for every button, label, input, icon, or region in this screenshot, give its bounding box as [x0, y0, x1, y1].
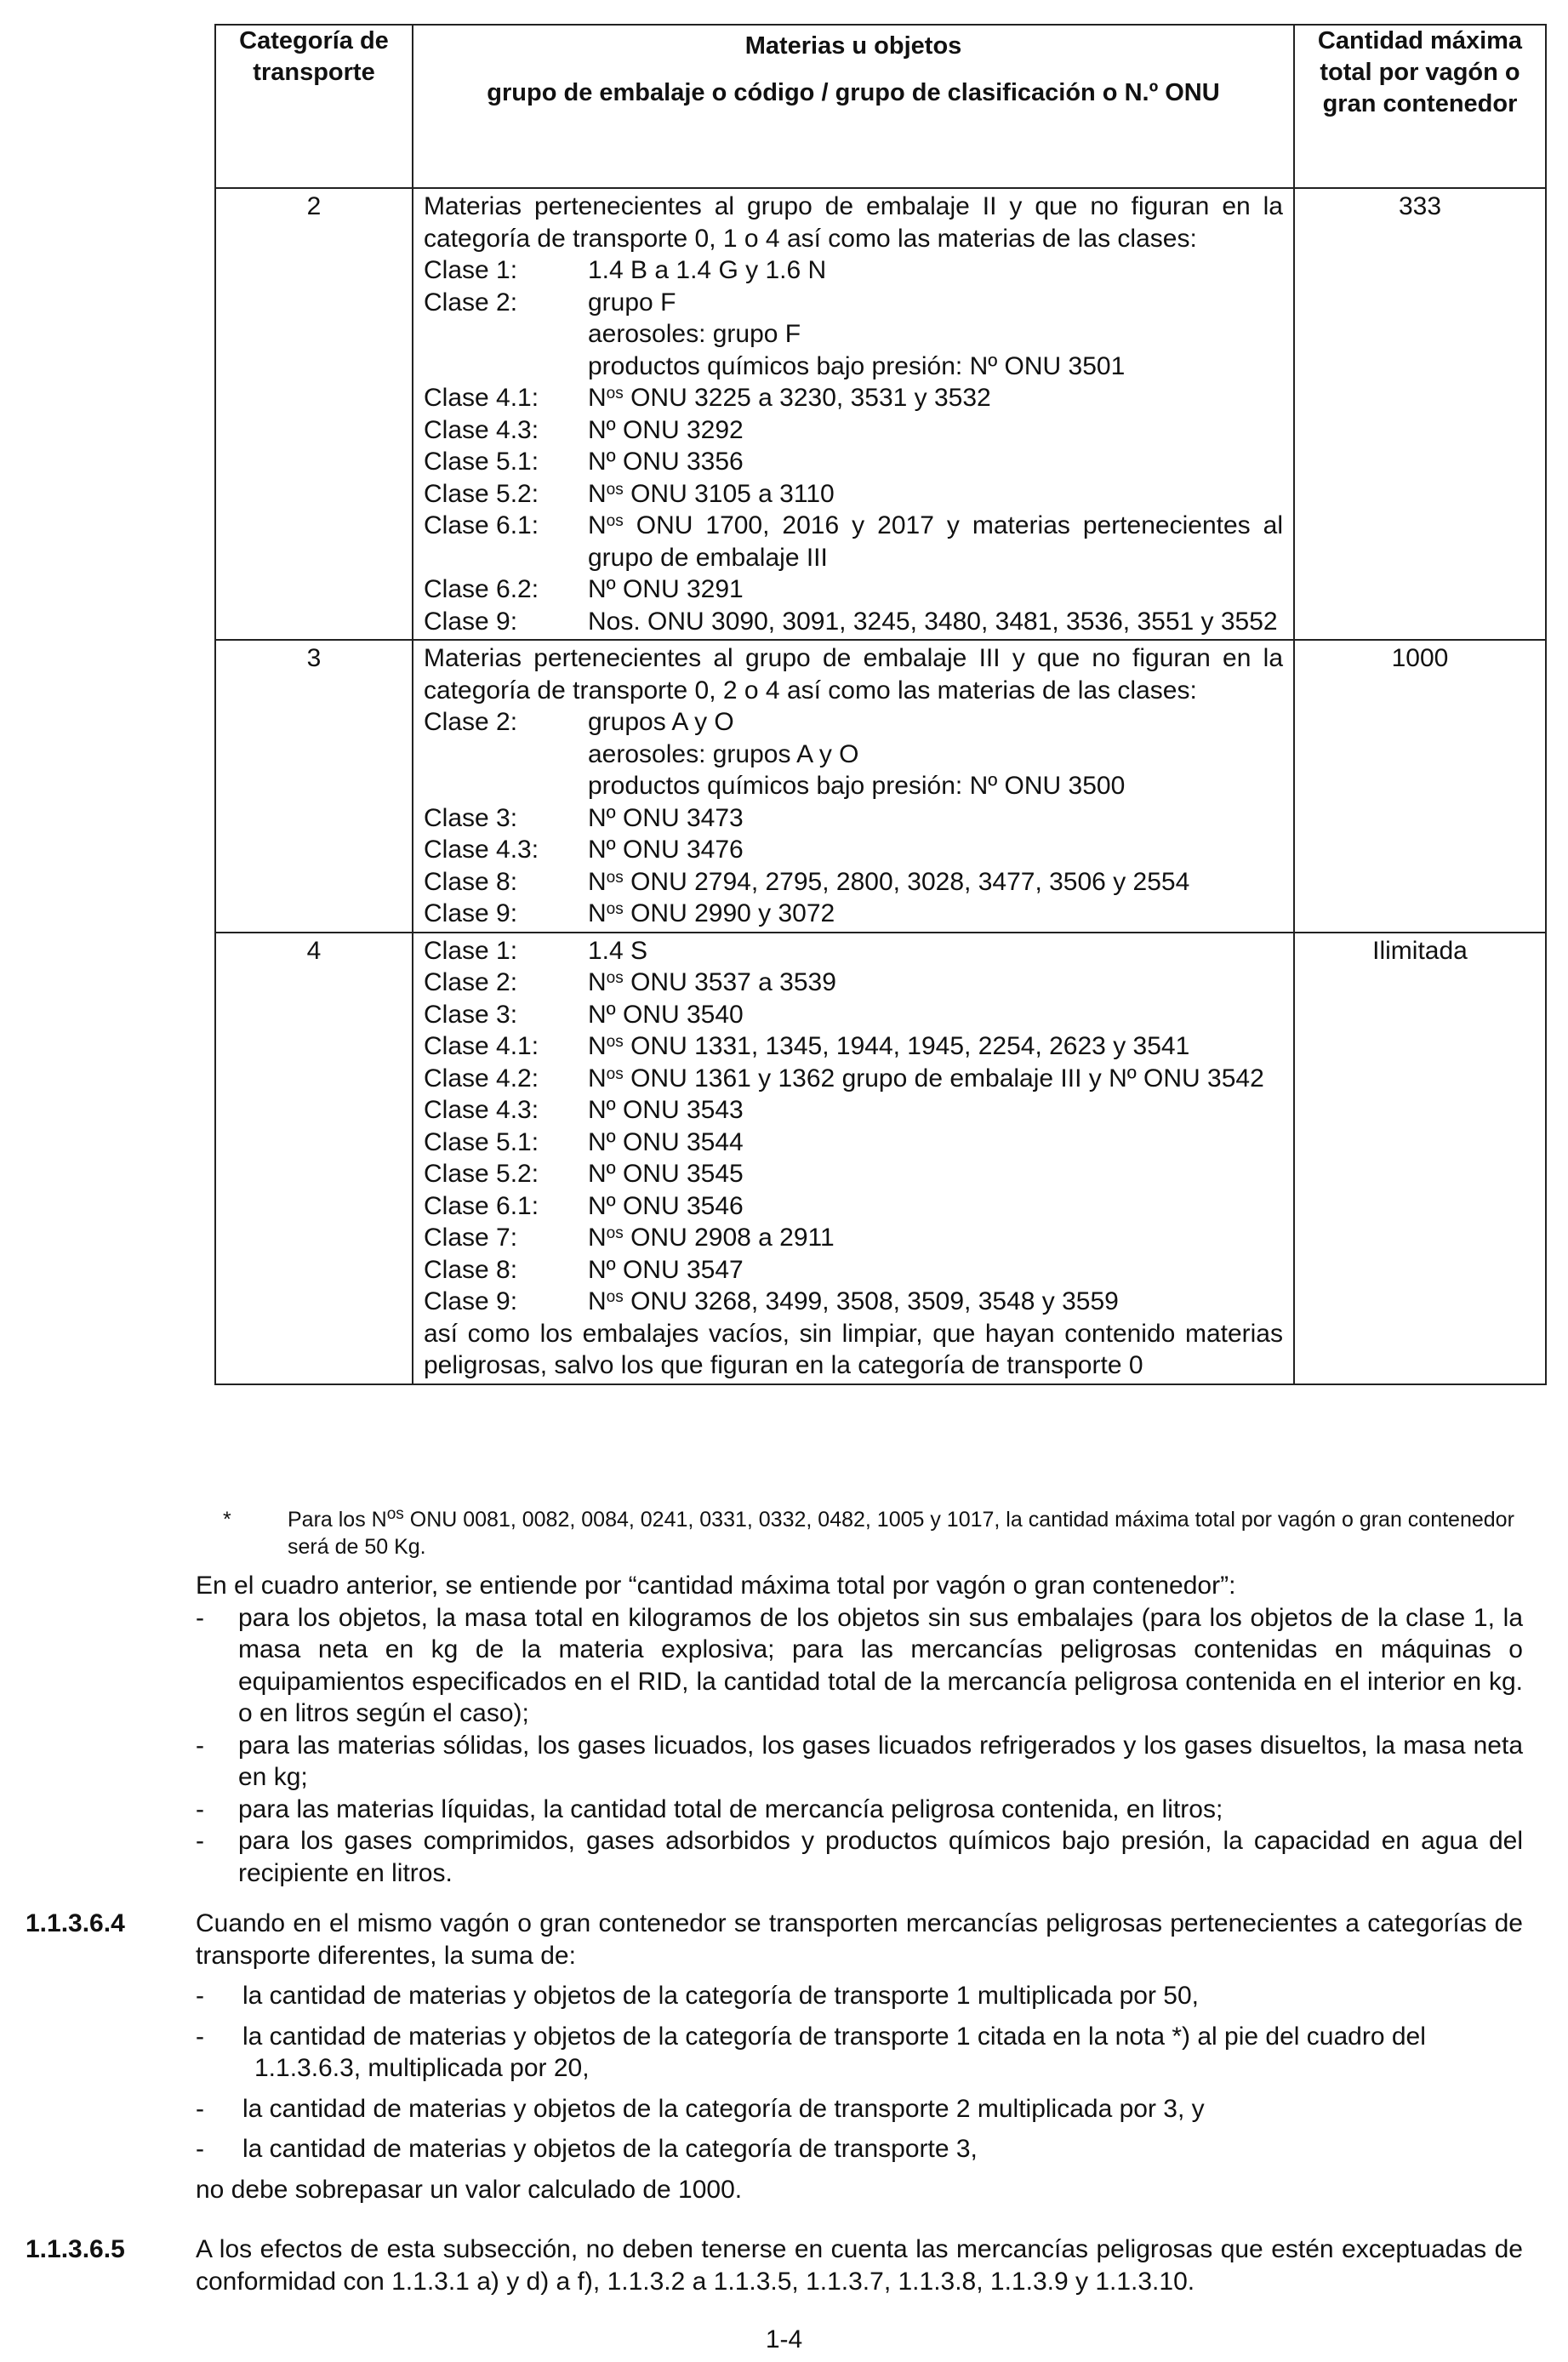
class-value: Nº ONU 3544 [588, 1127, 744, 1156]
class-label: Clase 3: [424, 803, 518, 832]
header-max-quantity: Cantidad máxima total por vagón o gran contenedor [1294, 25, 1546, 188]
class-label: Clase 2: [424, 708, 518, 736]
transport-category-table [214, 24, 1547, 1385]
class-entry [424, 802, 1283, 835]
class-value: Nos. ONU 3090, 3091, 3245, 3480, 3481, 3536, 3551 y 3552 [588, 607, 1278, 636]
section-intro: Cuando en el mismo vagón o gran contenedor se transporten mercancías peligrosas pertenecientes a categorías de transporte diferentes, la suma de: [196, 1909, 1523, 1970]
header-materials: Materias u objetos grupo de embalaje o código / grupo de clasificación o N.º ONU [413, 25, 1294, 188]
row-max-quantity: 1000 [1294, 640, 1546, 933]
definition-item: - para los gases comprimidos, gases adsorbidos y productos químicos bajo presión, la capacidad en agua del recipiente en litros. [196, 1825, 1523, 1889]
class-label: Clase 7: [424, 1224, 518, 1252]
footnote-text: Para los $N^{os}$ ONU 0081, 0082, 0084, 0241, 0331, 0332, 0482, 1005 y 1017, la cantidad máxima total por vagón o gran contenedor será de 50 Kg. [288, 1505, 1514, 1559]
class-label: Clase 6.2: [424, 575, 539, 603]
class-value: Nº ONU 3473 [588, 803, 744, 832]
class-label: Clase 4.3: [424, 1096, 539, 1124]
class-label [424, 351, 588, 383]
class-value: grupos A y O [588, 708, 734, 736]
class-value: $N^{os}$ ONU 3225 a 3230, 3531 y 3532 [588, 384, 991, 412]
row-materials [413, 188, 1294, 640]
class-value: Nº ONU 3545 [588, 1160, 744, 1188]
class-value: Nº ONU 3546 [588, 1191, 744, 1220]
class-entry [424, 1190, 1283, 1223]
class-label: Clase 9: [424, 899, 518, 927]
class-entry [424, 1286, 1283, 1318]
class-value: 1.4 B a 1.4 G y 1.6 N [588, 256, 827, 284]
row-outro: así como los embalajes vacíos, sin limpiar, que hayan contenido materias peligrosas, salvo los que figuran en la categoría de transporte 0 [424, 1319, 1283, 1379]
row-category: 4 [215, 933, 413, 1384]
class-entry [424, 1127, 1283, 1159]
class-entry [424, 254, 1283, 287]
class-entry [424, 414, 1283, 447]
class-value: Nº ONU 3356 [588, 448, 744, 476]
class-value: Nº ONU 3476 [588, 836, 744, 864]
class-label: Clase 8: [424, 867, 518, 896]
page-number: 1-4 [765, 2325, 803, 2353]
class-label: Clase 1: [424, 936, 518, 965]
class-entry [424, 1030, 1283, 1063]
class-entry [424, 478, 1283, 511]
class-entry [424, 898, 1283, 930]
class-value: Nº ONU 3543 [588, 1096, 744, 1124]
class-label: Clase 9: [424, 1287, 518, 1315]
class-label: Clase 6.1: [424, 511, 539, 539]
class-label: Clase 8: [424, 1255, 518, 1284]
row-materials [413, 933, 1294, 1384]
class-value: grupo F [588, 288, 676, 317]
class-entry [424, 834, 1283, 866]
section-number-1136-5: 1.1.3.6.5 [26, 2235, 125, 2263]
class-label [424, 739, 588, 771]
sum-item: - la cantidad de materias y objetos de la categoría de transporte 1 multiplicada por 50, [196, 1980, 1523, 2012]
sum-item: - la cantidad de materias y objetos de la categoría de transporte 2 multiplicada por 3, y [196, 2093, 1523, 2125]
class-label [424, 318, 588, 351]
class-value: Nº ONU 3291 [588, 575, 744, 603]
definition-item: - para los objetos, la masa total en kilogramos de los objetos sin sus embalajes (para los objetos de la clase 1, la masa neta en kg de la materia explosiva; para las mercancías peligrosas contenidas en máquinas o equipamientos especificados en el RID, la cantidad total de la mercancía peligrosa contenida en el interior en kg. o en litros según el caso); [196, 1602, 1523, 1730]
class-label: Clase 4.1: [424, 384, 539, 412]
class-value: $N^{os}$ ONU 1700, 2016 y 2017 y materias pertenecientes al grupo de embalaje III [588, 511, 1283, 572]
class-entry [424, 770, 1283, 802]
section-1136-5: A los efectos de esta subsección, no deben tenerse en cuenta las mercancías peligrosas que estén exceptuadas de conformidad con 1.1.3.1 a) y d) a f), 1.1.3.2 a 1.1.3.5, 1.1.3.7, 1.1.3.8, 1.1.3.9 y 1.1.3.10. [196, 2235, 1523, 2296]
section-closing: no debe sobrepasar un valor calculado de 1000. [196, 2175, 743, 2204]
row-category: 2 [215, 188, 413, 640]
class-entry [424, 351, 1283, 383]
class-entry [424, 382, 1283, 414]
class-value: $N^{os}$ ONU 2990 y 3072 [588, 899, 835, 927]
class-label: Clase 4.3: [424, 415, 539, 444]
class-value: $N^{os}$ ONU 2908 a 2911 [588, 1224, 835, 1252]
class-entry [424, 1222, 1283, 1254]
class-entry [424, 1158, 1283, 1190]
class-label: Clase 3: [424, 1000, 518, 1029]
class-entry [424, 510, 1283, 573]
class-entry [424, 706, 1283, 739]
class-value: Nº ONU 3292 [588, 415, 744, 444]
class-entry [424, 1254, 1283, 1287]
row-intro: Materias pertenecientes al grupo de embalaje III y que no figuran en la categoría de transporte 0, 2 o 4 así como las materias de las clases: [424, 644, 1283, 705]
class-value: $N^{os}$ ONU 1331, 1345, 1944, 1945, 2254, 2623 y 3541 [588, 1032, 1190, 1060]
table-row [215, 188, 1546, 640]
header-transport-category: Categoría de transporte [215, 25, 413, 188]
class-value: productos químicos bajo presión: Nº ONU 3501 [588, 351, 1126, 380]
class-label: Clase 4.3: [424, 836, 539, 864]
class-value: productos químicos bajo presión: Nº ONU 3500 [588, 772, 1126, 800]
class-label [424, 770, 588, 802]
row-intro: Materias pertenecientes al grupo de embalaje II y que no figuran en la categoría de transporte 0, 1 o 4 así como las materias de las clases: [424, 192, 1283, 253]
class-entry [424, 573, 1283, 606]
class-value: 1.4 S [588, 936, 648, 965]
row-max-quantity: 333 [1294, 188, 1546, 640]
class-value: Nº ONU 3547 [588, 1255, 744, 1284]
section-1136-4 [196, 1908, 1523, 2205]
table-row [215, 933, 1546, 1384]
definition-intro: En el cuadro anterior, se entiende por “cantidad máxima total por vagón o gran contenedor”: [196, 1572, 1236, 1600]
class-label: Clase 4.1: [424, 1032, 539, 1060]
class-label: Clase 1: [424, 256, 518, 284]
definition-item: - para las materias líquidas, la cantidad total de mercancía peligrosa contenida, en litros; [196, 1794, 1523, 1826]
class-label: Clase 2: [424, 288, 518, 317]
row-max-quantity: Ilimitada [1294, 933, 1546, 1384]
class-entry [424, 999, 1283, 1031]
class-entry [424, 866, 1283, 899]
class-value: $N^{os}$ ONU 1361 y 1362 grupo de embalaje III y Nº ONU 3542 [588, 1064, 1264, 1093]
class-value: $N^{os}$ ONU 2794, 2795, 2800, 3028, 3477, 3506 y 2554 [588, 867, 1190, 896]
class-value: $N^{os}$ ONU 3268, 3499, 3508, 3509, 3548 y 3559 [588, 1287, 1119, 1315]
class-label: Clase 9: [424, 607, 518, 636]
class-label: Clase 5.1: [424, 448, 539, 476]
class-entry [424, 287, 1283, 319]
class-entry [424, 1063, 1283, 1095]
class-entry [424, 606, 1283, 638]
table-footnote: * Para los $N^{os}$ ONU 0081, 0082, 0084, 0241, 0331, 0332, 0482, 1005 y 1017, la cantidad máxima total por vagón o gran contenedor será de 50 Kg. [223, 1506, 1523, 1560]
section-number-1136-4: 1.1.3.6.4 [26, 1909, 125, 1937]
class-value: aerosoles: grupo F [588, 320, 801, 348]
class-value: aerosoles: grupos A y O [588, 739, 859, 768]
definition-block [196, 1570, 1523, 1889]
class-label: Clase 2: [424, 968, 518, 996]
class-label: Clase 5.2: [424, 479, 539, 508]
class-entry [424, 935, 1283, 967]
class-entry [424, 967, 1283, 999]
sum-item: - la cantidad de materias y objetos de la categoría de transporte 3, [196, 2133, 1523, 2165]
class-value: Nº ONU 3540 [588, 1000, 744, 1029]
class-label: Clase 5.2: [424, 1160, 539, 1188]
row-category: 3 [215, 640, 413, 933]
class-entry [424, 1094, 1283, 1127]
table-row [215, 640, 1546, 933]
class-label: Clase 4.2: [424, 1064, 539, 1093]
class-entry [424, 446, 1283, 478]
class-value: $N^{os}$ ONU 3537 a 3539 [588, 968, 836, 996]
row-materials [413, 640, 1294, 933]
class-entry [424, 739, 1283, 771]
sum-item: - la cantidad de materias y objetos de la categoría de transporte 1 citada en la nota *) al pie del cuadro del 1.1.3.6.3, multiplicada por 20, [196, 2021, 1523, 2085]
class-entry [424, 318, 1283, 351]
class-value: $N^{os}$ ONU 3105 a 3110 [588, 479, 835, 508]
class-label: Clase 5.1: [424, 1127, 539, 1156]
class-label: Clase 6.1: [424, 1191, 539, 1220]
definition-item: - para las materias sólidas, los gases licuados, los gases licuados refrigerados y los gases disueltos, la masa neta en kg; [196, 1730, 1523, 1794]
